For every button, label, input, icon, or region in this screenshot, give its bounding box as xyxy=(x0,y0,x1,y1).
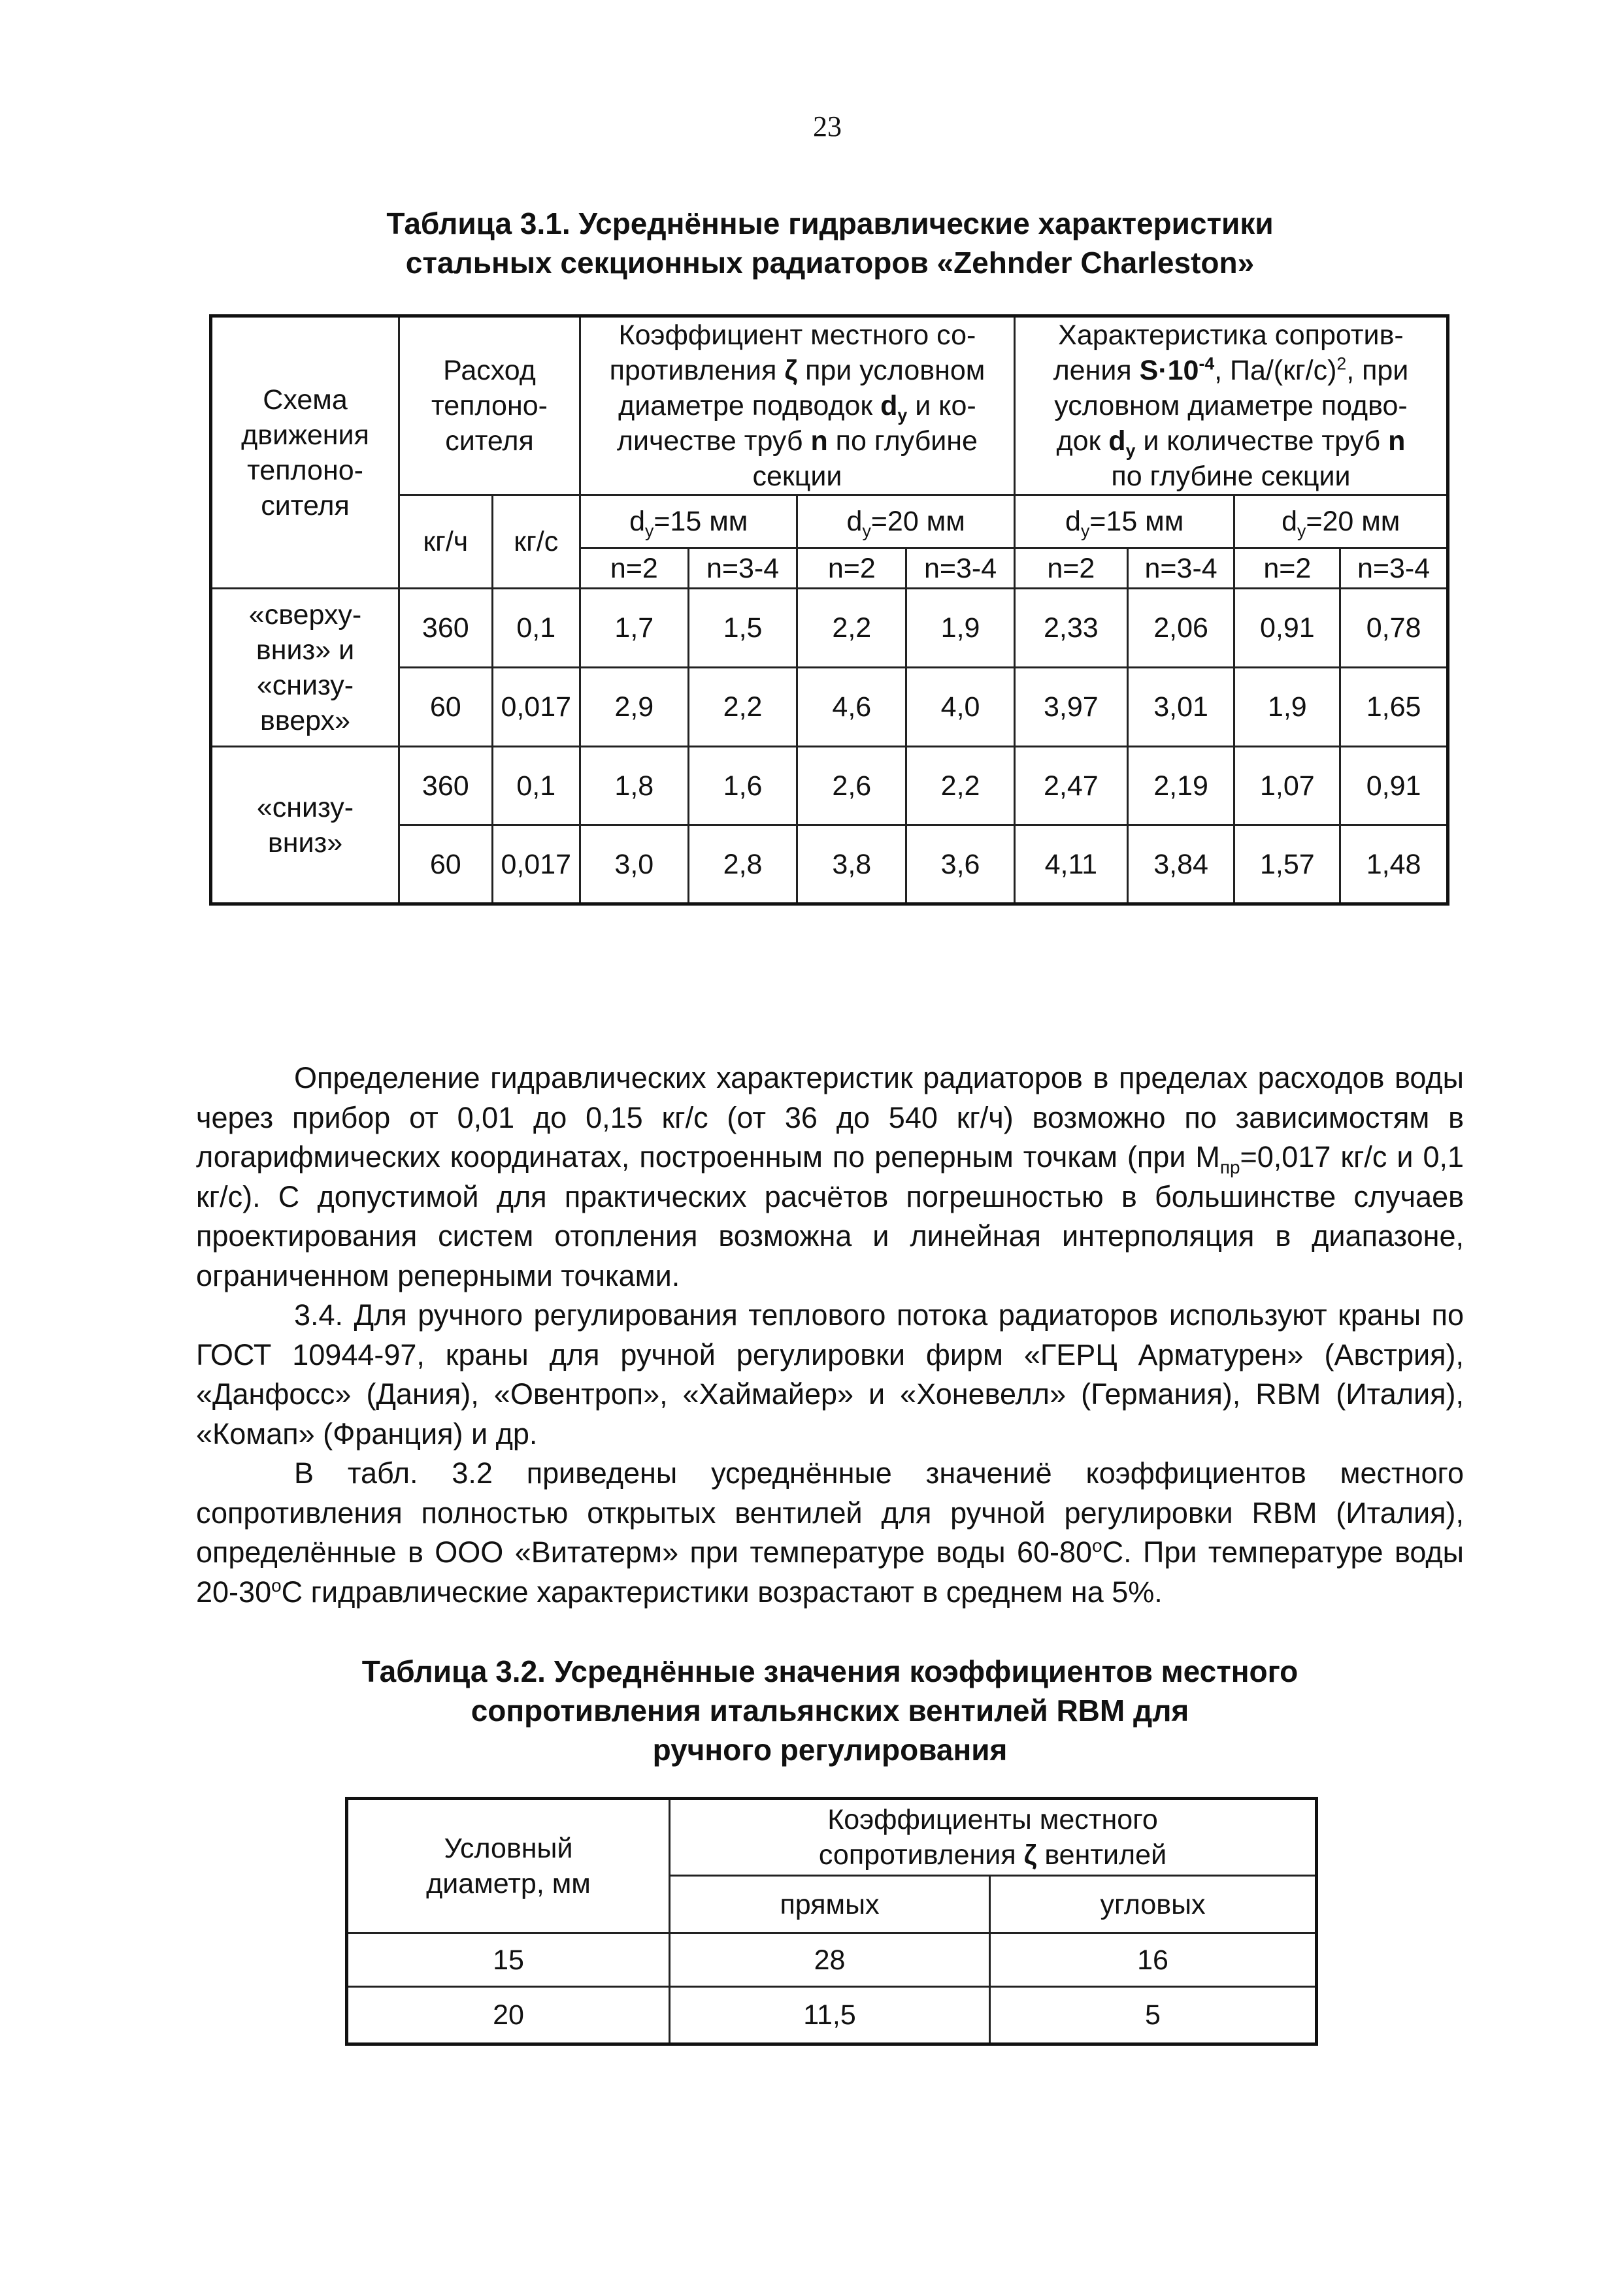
scheme-cell: «снизу- вниз» xyxy=(211,747,399,904)
page-number: 23 xyxy=(813,110,842,142)
table-cell: 1,48 xyxy=(1340,825,1448,904)
table-row xyxy=(347,1987,1317,2044)
table-cell: 1,7 xyxy=(580,589,688,668)
table-cell: 2,6 xyxy=(797,747,906,825)
table-cell: 15 xyxy=(347,1933,670,1987)
scheme-cell: «сверху- вниз» и «снизу- вверх» xyxy=(211,589,399,747)
table-cell: 2,06 xyxy=(1127,589,1234,668)
coef-header: Коэффициенты местного сопротивления ζ вентилей xyxy=(670,1799,1317,1876)
table-cell: 1,9 xyxy=(906,589,1015,668)
table-cell: 16 xyxy=(990,1933,1317,1987)
table-cell: 3,0 xyxy=(580,825,688,904)
table-cell: 2,2 xyxy=(906,747,1015,825)
straight-valves-header: прямых xyxy=(670,1876,990,1933)
diameter-header: $d_y=15$ мм xyxy=(580,495,797,548)
paragraph: 3.4. Для ручного регулирования теплового потока радиаторов используют краны по ГОСТ 10944-97, краны для ручной регулировки фирм «ГЕРЦ Арматурен» (Австрия), «Данфосс» (Дания), «Овентроп», «Хаймайер» и «Хоневелл» (Германия), RBM (Италия), «Комап» (Франция) и др. xyxy=(196,1298,1464,1451)
table1 xyxy=(209,314,1449,906)
table-cell: 3,6 xyxy=(906,825,1015,904)
table-cell: 4,11 xyxy=(1014,825,1127,904)
scheme-header: Схема движения теплоно- сителя xyxy=(211,316,399,589)
diameter-header: $d_y=20$ мм xyxy=(1234,495,1448,548)
table-cell: 2,9 xyxy=(580,668,688,747)
n-header: n=2 xyxy=(797,548,906,589)
table-cell: 3,97 xyxy=(1014,668,1127,747)
resistance-header: Характеристика сопротив- ления $S\cdot 10^{-4}$, $Па/(кг/с)^2$, при условном диаметре подво- док $d_y$ и количестве труб n по глубине секции xyxy=(1014,316,1448,495)
table-cell: 0,017 xyxy=(492,668,580,747)
flow-header: Расход теплоно- сителя xyxy=(399,316,580,495)
table2 xyxy=(345,1797,1318,2046)
table1-caption-line: стальных секционных радиаторов «Zehnder Charleston» xyxy=(405,246,1255,280)
table-cell: 2,2 xyxy=(797,589,906,668)
n-header: n=2 xyxy=(1234,548,1340,589)
unit-header-kg-s: кг/с xyxy=(492,495,580,589)
table2-caption xyxy=(261,1652,1399,1769)
table-cell: 1,5 xyxy=(688,589,797,668)
diameter-header: $d_y=15$ мм xyxy=(1014,495,1234,548)
n-header: n=2 xyxy=(1014,548,1127,589)
table-cell: 3,84 xyxy=(1127,825,1234,904)
paragraph: Определение гидравлических характеристик радиаторов в пределах расходов воды через прибор от 0,01 до 0,15 кг/с (от 36 до 540 кг/ч) возможно по зависимостям в логарифмических координатах, построенным по реперным точкам (при $М_{пр}=0,017$ кг/с и 0,1 кг/с). С допустимой для практических расчётов погрешностью в большинстве случаев проектирования систем отопления возможна и линейная интерполяция в диапазоне, ограниченном реперными точками. xyxy=(196,1061,1464,1292)
angle-valves-header: угловых xyxy=(990,1876,1317,1933)
table-cell: 1,65 xyxy=(1340,668,1448,747)
table2-caption-line: сопротивления итальянских вентилей RBM для xyxy=(471,1694,1189,1728)
table-cell: 20 xyxy=(347,1987,670,2044)
table-row xyxy=(347,1933,1317,1987)
table-cell: 0,91 xyxy=(1340,747,1448,825)
table-cell: 1,8 xyxy=(580,747,688,825)
table-cell: 360 xyxy=(399,747,493,825)
table-cell: 1,6 xyxy=(688,747,797,825)
diameter-header: $d_y=20$ мм xyxy=(797,495,1014,548)
diameter-header: Условный диаметр, мм xyxy=(347,1799,670,1933)
table2-caption-line: ручного регулирования xyxy=(652,1733,1008,1767)
table1-caption-line: Таблица 3.1. Усреднённые гидравлические характеристики xyxy=(386,206,1274,240)
table-cell: 4,6 xyxy=(797,668,906,747)
coef-header: Коэффициент местного со- противления ζ при условном диаметре подводок $d_y$ и ко- личестве труб n по глубине секции xyxy=(580,316,1014,495)
table-cell: 11,5 xyxy=(670,1987,990,2044)
table-row xyxy=(211,589,1448,668)
table-cell: 0,78 xyxy=(1340,589,1448,668)
paragraph: В табл. 3.2 приведены усреднённые значениё коэффициентов местного сопротивления полностью открытых вентилей для ручной регулировки RBM (Италия), определённые в ООО «Витатерм» при температуре воды 60-80$^o$С. При температуре воды 20-30$^o$С гидравлические характеристики возрастают в среднем на 5%. xyxy=(196,1456,1464,1609)
table-cell: 60 xyxy=(399,825,493,904)
n-header: n=3-4 xyxy=(1127,548,1234,589)
table-cell: 0,91 xyxy=(1234,589,1340,668)
table2-caption-line: Таблица 3.2. Усреднённые значения коэффициентов местного xyxy=(361,1654,1299,1688)
table-cell: 5 xyxy=(990,1987,1317,2044)
table-cell: 3,8 xyxy=(797,825,906,904)
body-text xyxy=(196,1058,1464,1612)
table-cell: 2,19 xyxy=(1127,747,1234,825)
table-cell: 2,33 xyxy=(1014,589,1127,668)
table-cell: 2,2 xyxy=(688,668,797,747)
table-cell: 2,47 xyxy=(1014,747,1127,825)
table-cell: 1,57 xyxy=(1234,825,1340,904)
table-cell: 60 xyxy=(399,668,493,747)
table-cell: 1,9 xyxy=(1234,668,1340,747)
table-row xyxy=(211,747,1448,825)
table-cell: 0,1 xyxy=(492,589,580,668)
table-cell: 3,01 xyxy=(1127,668,1234,747)
n-header: n=3-4 xyxy=(688,548,797,589)
n-header: n=2 xyxy=(580,548,688,589)
table-cell: 360 xyxy=(399,589,493,668)
n-header: n=3-4 xyxy=(1340,548,1448,589)
table-cell: 2,8 xyxy=(688,825,797,904)
table-cell: 0,017 xyxy=(492,825,580,904)
unit-header-kg-h: кг/ч xyxy=(399,495,493,589)
table-cell: 28 xyxy=(670,1933,990,1987)
table-cell: 1,07 xyxy=(1234,747,1340,825)
table-cell: 0,1 xyxy=(492,747,580,825)
table1-caption xyxy=(248,204,1412,282)
n-header: n=3-4 xyxy=(906,548,1015,589)
table-cell: 4,0 xyxy=(906,668,1015,747)
